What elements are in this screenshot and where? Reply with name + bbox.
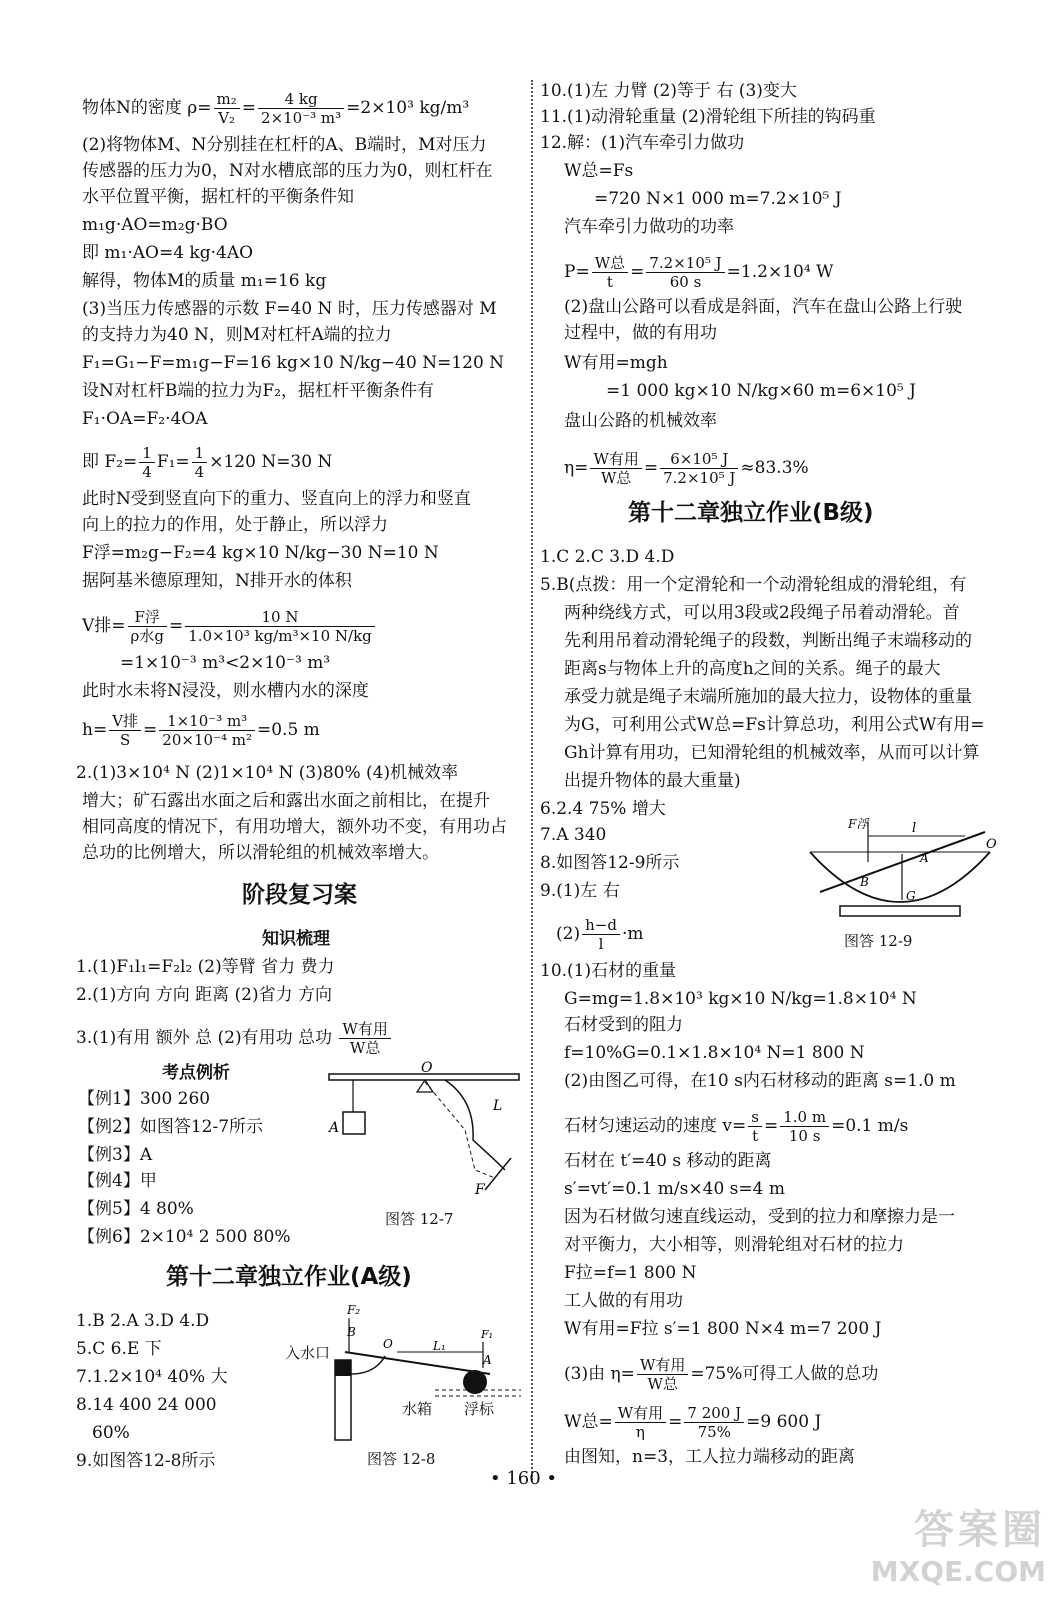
text-line: 1.B 2.A 3.D 4.D xyxy=(76,1311,210,1331)
text-line: W总=Fs xyxy=(564,161,634,181)
formula-line: 即 F₂= $\frac{1}{4}$ F₁= $\frac{1}{4}$ ×120 N=30 N xyxy=(82,444,333,481)
text-line: 【例1】300 260 xyxy=(78,1089,211,1109)
svg-text:B: B xyxy=(860,875,869,889)
text-line: F₁=G₁−F=m₁g−F=16 kg×10 N/kg−40 N=120 N xyxy=(82,353,505,373)
svg-text:O: O xyxy=(421,1060,433,1076)
section-heading: 第十二章独立作业(B级) xyxy=(628,500,874,526)
svg-text:G: G xyxy=(906,889,916,903)
text-line: 【例3】A xyxy=(78,1145,153,1165)
svg-text:F₁: F₁ xyxy=(481,1328,494,1341)
text-line: 石材受到的阻力 xyxy=(564,1015,683,1035)
text-line: 8.14 400 24 000 xyxy=(76,1395,217,1415)
text-line: 据阿基米德原理知，N排开水的体积 xyxy=(82,571,352,591)
text-line: 总功的比例增大，所以滑轮组的机械效率增大。 xyxy=(82,843,439,863)
text-line: 向上的拉力的作用，处于静止，所以浮力 xyxy=(82,515,388,535)
text-line: 水平位置平衡，据杠杆的平衡条件知 xyxy=(82,187,354,207)
text-line: (3)当压力传感器的示数 F=40 N 时，压力传感器对 M xyxy=(82,299,497,319)
text-line: 5.B(点拨：用一个定滑轮和一个动滑轮组成的滑轮组，有 xyxy=(540,575,967,595)
float-label: 浮标 xyxy=(464,1400,495,1418)
text-line: 因为石材做匀速直线运动，受到的拉力和摩擦力是一 xyxy=(564,1207,955,1227)
text-line: 增大；矿石露出水面之后和露出水面之前相比，在提升 xyxy=(82,791,490,811)
text-line: 解得，物体M的质量 m₁=16 kg xyxy=(82,271,327,291)
text-line: 汽车牵引力做功的功率 xyxy=(564,217,734,237)
figure-caption: 图答 12-9 xyxy=(844,932,913,950)
formula-line: 3.(1)有用 额外 总 (2)有用功 总功 $\frac{\text{W有用}}{\text{W总}}$ xyxy=(76,1020,393,1057)
text-line: f=10%G=0.1×1.8×10⁴ N=1 800 N xyxy=(564,1043,865,1063)
text-line: 7.1.2×10⁴ 40% 大 xyxy=(76,1367,228,1387)
svg-text:L₁: L₁ xyxy=(433,1339,446,1353)
tank-label: 水箱 xyxy=(402,1400,433,1418)
text-line: F浮=m₂g−F₂=4 kg×10 N/kg−30 N=10 N xyxy=(82,543,439,563)
text-line: 即 m₁·AO=4 kg·4AO xyxy=(82,243,254,263)
text-line: 9.(1)左 右 xyxy=(540,881,620,901)
svg-text:F浮: F浮 xyxy=(848,817,869,831)
text-line: 出提升物体的最大重量) xyxy=(564,771,741,791)
text-line: F拉=f=1 800 N xyxy=(564,1263,697,1283)
text-line: W有用=F拉 s′=1 800 N×4 m=7 200 J xyxy=(564,1319,882,1339)
svg-text:A: A xyxy=(483,1353,492,1367)
formula-line: η= $\frac{\text{W有用}}{\text{W总}}$ = $\frac{\text{6×10⁵ J}}{\text{7.2×10⁵ J}}$ ≈83.3% xyxy=(564,450,809,487)
text-line: 【例4】甲 xyxy=(78,1171,157,1191)
density-line: 物体N的密度 ρ= $\frac{\text{m₂}}{\text{V₂}}$ = $\frac{4 kg}{\text{2×10⁻³ m³}}$ =2×10³ kg/m³ xyxy=(82,90,470,127)
text-line: 传感器的压力为0，N对水槽底部的压力为0，则杠杆在 xyxy=(82,161,493,181)
figure-caption: 图答 12-7 xyxy=(385,1210,454,1228)
text-line: 由图知，n=3，工人拉力端移动的距离 xyxy=(564,1447,856,1467)
text-line: 此时水未将N浸没，则水槽内水的深度 xyxy=(82,681,369,701)
formula-line: 石材匀速运动的速度 v= $\frac{s}{t}$ = $\frac{1.0 m}{10 s}$ =0.1 m/s xyxy=(564,1108,909,1145)
formula-line: (2) $\frac{h-d}{l}$ ·m xyxy=(556,916,644,953)
text-line: 【例6】2×10⁴ 2 500 80% xyxy=(78,1227,291,1247)
formula-line: (3)由 η= $\frac{\text{W有用}}{\text{W总}}$ =75%可得工人做的总功 xyxy=(564,1356,879,1393)
formula-line: P= $\frac{\text{W总}}{t}$ = $\frac{\text{7.2×10⁵ J}}{60 s}$ =1.2×10⁴ W xyxy=(564,254,834,291)
text-line: 先利用吊着动滑轮绳子的段数，判断出绳子末端移动的 xyxy=(564,631,972,651)
bowl-rod-figure-12-9 xyxy=(800,812,1000,932)
text-line: 2.(1)3×10⁴ N (2)1×10⁴ N (3)80% (4)机械效率 xyxy=(76,763,459,783)
text-line: F₁·OA=F₂·4OA xyxy=(82,409,208,429)
text-line: 12.解：(1)汽车牵引力做功 xyxy=(540,133,745,153)
text-line: =1 000 kg×10 N/kg×60 m=6×10⁵ J xyxy=(606,381,916,401)
text-line: Gh计算有用功，已知滑轮组的机械效率，从而可以计算 xyxy=(564,743,980,763)
inlet-label: 入水口 xyxy=(285,1344,331,1362)
section-heading: 第十二章独立作业(A级) xyxy=(166,1264,412,1290)
text-line: 盘山公路的机械效率 xyxy=(564,411,717,431)
text-line: 相同高度的情况下，有用功增大，额外功不变，有用功占 xyxy=(82,817,507,837)
text-line: 为G，可利用公式W总=Fs计算总功，利用公式W有用= xyxy=(564,715,985,735)
text-line: 9.如图答12-8所示 xyxy=(76,1451,216,1471)
svg-text:O: O xyxy=(986,837,997,852)
formula-line: W总= $\frac{\text{W有用}}{\eta}$ = $\frac{7 200 J}{75\%}$ =9 600 J xyxy=(564,1404,822,1441)
text-line: 【例5】4 80% xyxy=(78,1199,194,1219)
text-line: 2.(1)方向 方向 距离 (2)省力 方向 xyxy=(76,985,332,1005)
svg-text:B: B xyxy=(347,1325,356,1339)
text-line: 对平衡力，大小相等，则滑轮组对石材的拉力 xyxy=(564,1235,904,1255)
formula-line: h= $\frac{\text{V排}}{S}$ = $\frac{\text{1×10⁻³ m³}}{\text{20×10⁻⁴ m²}}$ =0.5 m xyxy=(82,712,320,749)
text-line: s′=vt′=0.1 m/s×40 s=4 m xyxy=(564,1179,785,1199)
subsection-heading: 知识梳理 xyxy=(262,929,330,949)
watermark-logo: 答案圈 MXQE.COM xyxy=(870,1507,1046,1588)
text-line: 10.(1)左 力臂 (2)等于 右 (3)变大 xyxy=(540,81,797,101)
text-line: 5.C 6.E 下 xyxy=(76,1339,162,1359)
text-line: =720 N×1 000 m=7.2×10⁵ J xyxy=(594,189,842,209)
text-line: (2)将物体M、N分别挂在杠杆的A、B端时，M对压力 xyxy=(82,135,487,155)
column-divider xyxy=(531,80,533,1480)
text-line: 11.(1)动滑轮重量 (2)滑轮组下所挂的钩码重 xyxy=(540,107,876,127)
text-line: (2)盘山公路可以看成是斜面，汽车在盘山公路上行驶 xyxy=(564,297,963,317)
text-line: 60% xyxy=(92,1423,130,1443)
lever-figure-12-7 xyxy=(325,1060,530,1200)
svg-text:F₂: F₂ xyxy=(347,1303,361,1317)
text-line: 工人做的有用功 xyxy=(564,1291,683,1311)
section-heading: 阶段复习案 xyxy=(242,882,357,908)
svg-text:F: F xyxy=(475,1182,485,1198)
text-line: 7.A 340 xyxy=(540,825,607,845)
text-line: 两种绕线方式，可以用3段或2段绳子吊着动滑轮。首 xyxy=(564,603,960,623)
text-line: 承受力就是绳子末端所施加的最大拉力，设物体的重量 xyxy=(564,687,972,707)
svg-text:A: A xyxy=(329,1120,340,1136)
text-line: 设N对杠杆B端的拉力为F₂，据杠杆平衡条件有 xyxy=(82,381,434,401)
text-line: 8.如图答12-9所示 xyxy=(540,853,680,873)
text-line: =1×10⁻³ m³<2×10⁻³ m³ xyxy=(120,653,331,673)
formula-line: V排= $\frac{\text{F浮}}{\text{ρ水g}}$ = $\frac{10 N}{\text{1.0×10³ kg/m³×10 N/kg}}$ xyxy=(82,608,377,645)
text-line: 此时N受到竖直向下的重力、竖直向上的浮力和竖直 xyxy=(82,489,471,509)
svg-text:A: A xyxy=(920,851,929,865)
text-line: 石材在 t′=40 s 移动的距离 xyxy=(564,1151,772,1171)
text-line: 过程中，做的有用功 xyxy=(564,323,717,343)
text-line: 的支持力为40 N，则M对杠杆A端的拉力 xyxy=(82,325,392,345)
svg-text:L: L xyxy=(493,1098,503,1114)
text-line: (2)由图乙可得，在10 s内石材移动的距离 s=1.0 m xyxy=(564,1071,956,1091)
text-line: G=mg=1.8×10³ kg×10 N/kg=1.8×10⁴ N xyxy=(564,989,917,1009)
subsection-heading: 考点例析 xyxy=(162,1063,230,1083)
page-number: • 160 • xyxy=(490,1468,558,1489)
svg-text:l: l xyxy=(912,821,917,836)
text-line: m₁g·AO=m₂g·BO xyxy=(82,215,228,235)
text-line: W有用=mgh xyxy=(564,353,668,373)
svg-text:O: O xyxy=(383,1337,393,1351)
text-line: 【例2】如图答12-7所示 xyxy=(78,1117,264,1137)
figure-caption: 图答 12-8 xyxy=(367,1450,436,1468)
text-line: 距离s与物体上升的高度h之间的关系。绳子的最大 xyxy=(564,659,941,679)
text-line: 1.(1)F₁l₁=F₂l₂ (2)等臂 省力 费力 xyxy=(76,957,335,977)
text-line: 1.C 2.C 3.D 4.D xyxy=(540,547,675,567)
float-valve-figure-12-8 xyxy=(285,1300,525,1450)
text-line: 10.(1)石材的重量 xyxy=(540,961,677,981)
text-line: 6.2.4 75% 增大 xyxy=(540,799,666,819)
